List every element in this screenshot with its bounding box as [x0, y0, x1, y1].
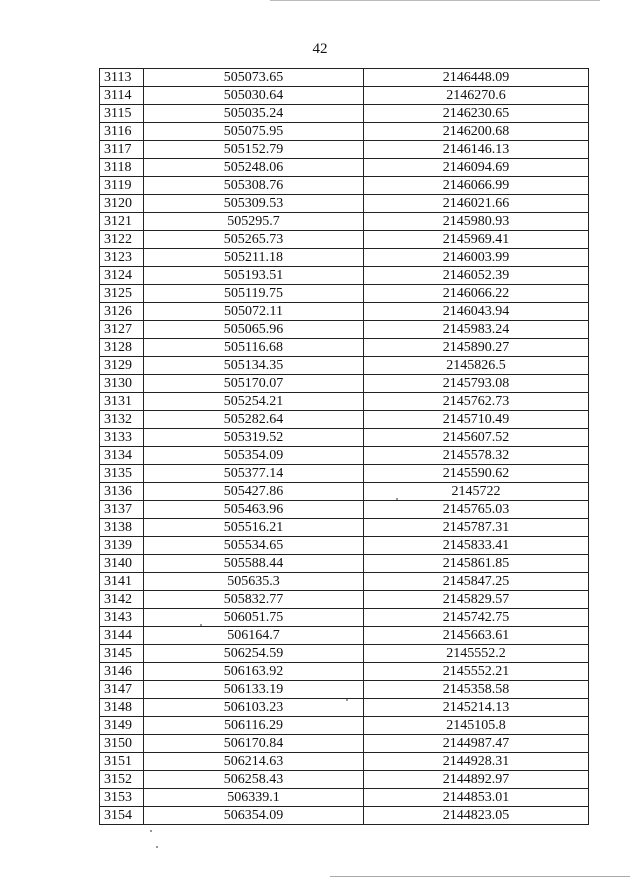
- y-coordinate-cell: 2144823.05: [364, 807, 589, 825]
- point-number-cell: 3152: [100, 771, 144, 789]
- y-coordinate-cell: 2144892.97: [364, 771, 589, 789]
- table-row: [100, 159, 589, 177]
- y-coordinate-cell: 2145762.73: [364, 393, 589, 411]
- y-coordinate-cell: 2145793.08: [364, 375, 589, 393]
- x-coordinate-cell: 505119.75: [144, 285, 364, 303]
- x-coordinate-cell: 506103.23: [144, 699, 364, 717]
- point-number-cell: 3140: [100, 555, 144, 573]
- point-number-cell: 3126: [100, 303, 144, 321]
- point-number-cell: 3129: [100, 357, 144, 375]
- y-coordinate-cell: 2145105.8: [364, 717, 589, 735]
- x-coordinate-cell: 505635.3: [144, 573, 364, 591]
- x-coordinate-cell: 505170.07: [144, 375, 364, 393]
- x-coordinate-cell: 505354.09: [144, 447, 364, 465]
- y-coordinate-cell: 2145552.2: [364, 645, 589, 663]
- x-coordinate-cell: 505211.18: [144, 249, 364, 267]
- table-row: [100, 357, 589, 375]
- table-row: [100, 339, 589, 357]
- y-coordinate-cell: 2146094.69: [364, 159, 589, 177]
- point-number-cell: 3139: [100, 537, 144, 555]
- table-row: [100, 627, 589, 645]
- point-number-cell: 3133: [100, 429, 144, 447]
- table-row: [100, 213, 589, 231]
- point-number-cell: 3119: [100, 177, 144, 195]
- x-coordinate-cell: 505309.53: [144, 195, 364, 213]
- scan-speck: [200, 624, 202, 626]
- table-row: [100, 429, 589, 447]
- point-number-cell: 3120: [100, 195, 144, 213]
- y-coordinate-cell: 2145742.75: [364, 609, 589, 627]
- scan-speck: [150, 830, 152, 832]
- x-coordinate-cell: 505295.7: [144, 213, 364, 231]
- y-coordinate-cell: 2145980.93: [364, 213, 589, 231]
- x-coordinate-cell: 505073.65: [144, 69, 364, 87]
- x-coordinate-cell: 505116.68: [144, 339, 364, 357]
- x-coordinate-cell: 505588.44: [144, 555, 364, 573]
- table-row: [100, 789, 589, 807]
- point-number-cell: 3117: [100, 141, 144, 159]
- y-coordinate-cell: 2145722: [364, 483, 589, 501]
- table-row: [100, 447, 589, 465]
- table-row: [100, 663, 589, 681]
- y-coordinate-cell: 2145983.24: [364, 321, 589, 339]
- point-number-cell: 3145: [100, 645, 144, 663]
- table-row: [100, 249, 589, 267]
- y-coordinate-cell: 2145847.25: [364, 573, 589, 591]
- x-coordinate-cell: 505282.64: [144, 411, 364, 429]
- point-number-cell: 3141: [100, 573, 144, 591]
- point-number-cell: 3116: [100, 123, 144, 141]
- x-coordinate-cell: 506170.84: [144, 735, 364, 753]
- point-number-cell: 3124: [100, 267, 144, 285]
- x-coordinate-cell: 505377.14: [144, 465, 364, 483]
- table-row: [100, 681, 589, 699]
- table-row: [100, 717, 589, 735]
- x-coordinate-cell: 505030.64: [144, 87, 364, 105]
- y-coordinate-cell: 2146052.39: [364, 267, 589, 285]
- point-number-cell: 3144: [100, 627, 144, 645]
- y-coordinate-cell: 2144987.47: [364, 735, 589, 753]
- table-row: [100, 375, 589, 393]
- coordinates-table-body: [100, 69, 589, 825]
- x-coordinate-cell: 506133.19: [144, 681, 364, 699]
- x-coordinate-cell: 505065.96: [144, 321, 364, 339]
- y-coordinate-cell: 2145765.03: [364, 501, 589, 519]
- x-coordinate-cell: 505463.96: [144, 501, 364, 519]
- point-number-cell: 3115: [100, 105, 144, 123]
- y-coordinate-cell: 2145969.41: [364, 231, 589, 249]
- table-row: [100, 735, 589, 753]
- x-coordinate-cell: 505152.79: [144, 141, 364, 159]
- x-coordinate-cell: 505427.86: [144, 483, 364, 501]
- x-coordinate-cell: 505308.76: [144, 177, 364, 195]
- point-number-cell: 3136: [100, 483, 144, 501]
- x-coordinate-cell: 506254.59: [144, 645, 364, 663]
- point-number-cell: 3151: [100, 753, 144, 771]
- point-number-cell: 3134: [100, 447, 144, 465]
- table-row: [100, 123, 589, 141]
- point-number-cell: 3153: [100, 789, 144, 807]
- x-coordinate-cell: 505035.24: [144, 105, 364, 123]
- x-coordinate-cell: 506116.29: [144, 717, 364, 735]
- x-coordinate-cell: 505265.73: [144, 231, 364, 249]
- scan-speck: [346, 699, 348, 701]
- table-row: [100, 573, 589, 591]
- table-row: [100, 177, 589, 195]
- point-number-cell: 3121: [100, 213, 144, 231]
- table-row: [100, 393, 589, 411]
- table-row: [100, 807, 589, 825]
- y-coordinate-cell: 2146270.6: [364, 87, 589, 105]
- point-number-cell: 3130: [100, 375, 144, 393]
- y-coordinate-cell: 2146448.09: [364, 69, 589, 87]
- point-number-cell: 3122: [100, 231, 144, 249]
- point-number-cell: 3150: [100, 735, 144, 753]
- point-number-cell: 3125: [100, 285, 144, 303]
- y-coordinate-cell: 2145861.85: [364, 555, 589, 573]
- y-coordinate-cell: 2146200.68: [364, 123, 589, 141]
- x-coordinate-cell: 505193.51: [144, 267, 364, 285]
- point-number-cell: 3135: [100, 465, 144, 483]
- table-row: [100, 501, 589, 519]
- y-coordinate-cell: 2144853.01: [364, 789, 589, 807]
- x-coordinate-cell: 505832.77: [144, 591, 364, 609]
- x-coordinate-cell: 505072.11: [144, 303, 364, 321]
- point-number-cell: 3143: [100, 609, 144, 627]
- table-row: [100, 645, 589, 663]
- table-row: [100, 609, 589, 627]
- y-coordinate-cell: 2145829.57: [364, 591, 589, 609]
- y-coordinate-cell: 2145826.5: [364, 357, 589, 375]
- point-number-cell: 3154: [100, 807, 144, 825]
- scan-edge-line-bottom: [330, 876, 630, 877]
- x-coordinate-cell: 505516.21: [144, 519, 364, 537]
- y-coordinate-cell: 2145710.49: [364, 411, 589, 429]
- y-coordinate-cell: 2145663.61: [364, 627, 589, 645]
- scan-edge-line-top: [270, 0, 600, 1]
- point-number-cell: 3113: [100, 69, 144, 87]
- x-coordinate-cell: 506164.7: [144, 627, 364, 645]
- table-row: [100, 771, 589, 789]
- y-coordinate-cell: 2145214.13: [364, 699, 589, 717]
- y-coordinate-cell: 2146230.65: [364, 105, 589, 123]
- y-coordinate-cell: 2145590.62: [364, 465, 589, 483]
- table-row: [100, 537, 589, 555]
- table-row: [100, 195, 589, 213]
- table-row: [100, 411, 589, 429]
- point-number-cell: 3142: [100, 591, 144, 609]
- scan-speck: [156, 846, 158, 848]
- y-coordinate-cell: 2144928.31: [364, 753, 589, 771]
- y-coordinate-cell: 2146066.22: [364, 285, 589, 303]
- x-coordinate-cell: 505319.52: [144, 429, 364, 447]
- y-coordinate-cell: 2145890.27: [364, 339, 589, 357]
- point-number-cell: 3147: [100, 681, 144, 699]
- point-number-cell: 3149: [100, 717, 144, 735]
- x-coordinate-cell: 505134.35: [144, 357, 364, 375]
- y-coordinate-cell: 2145787.31: [364, 519, 589, 537]
- table-row: [100, 303, 589, 321]
- coordinates-table: [99, 68, 589, 825]
- x-coordinate-cell: 505254.21: [144, 393, 364, 411]
- point-number-cell: 3114: [100, 87, 144, 105]
- x-coordinate-cell: 506051.75: [144, 609, 364, 627]
- x-coordinate-cell: 506354.09: [144, 807, 364, 825]
- point-number-cell: 3123: [100, 249, 144, 267]
- y-coordinate-cell: 2145833.41: [364, 537, 589, 555]
- y-coordinate-cell: 2145578.32: [364, 447, 589, 465]
- point-number-cell: 3127: [100, 321, 144, 339]
- table-row: [100, 231, 589, 249]
- y-coordinate-cell: 2145552.21: [364, 663, 589, 681]
- point-number-cell: 3138: [100, 519, 144, 537]
- x-coordinate-cell: 506339.1: [144, 789, 364, 807]
- point-number-cell: 3118: [100, 159, 144, 177]
- table-row: [100, 555, 589, 573]
- table-row: [100, 321, 589, 339]
- point-number-cell: 3132: [100, 411, 144, 429]
- point-number-cell: 3146: [100, 663, 144, 681]
- table-row: [100, 519, 589, 537]
- table-row: [100, 465, 589, 483]
- y-coordinate-cell: 2146043.94: [364, 303, 589, 321]
- y-coordinate-cell: 2145607.52: [364, 429, 589, 447]
- table-row: [100, 267, 589, 285]
- y-coordinate-cell: 2146021.66: [364, 195, 589, 213]
- point-number-cell: 3137: [100, 501, 144, 519]
- point-number-cell: 3131: [100, 393, 144, 411]
- x-coordinate-cell: 506163.92: [144, 663, 364, 681]
- table-row: [100, 69, 589, 87]
- page-number: 42: [312, 41, 328, 57]
- x-coordinate-cell: 505075.95: [144, 123, 364, 141]
- x-coordinate-cell: 505534.65: [144, 537, 364, 555]
- scan-speck: [396, 498, 398, 500]
- table-row: [100, 753, 589, 771]
- y-coordinate-cell: 2146066.99: [364, 177, 589, 195]
- y-coordinate-cell: 2146003.99: [364, 249, 589, 267]
- table-row: [100, 285, 589, 303]
- table-row: [100, 483, 589, 501]
- point-number-cell: 3128: [100, 339, 144, 357]
- table-row: [100, 87, 589, 105]
- x-coordinate-cell: 505248.06: [144, 159, 364, 177]
- y-coordinate-cell: 2146146.13: [364, 141, 589, 159]
- point-number-cell: 3148: [100, 699, 144, 717]
- table-row: [100, 141, 589, 159]
- x-coordinate-cell: 506214.63: [144, 753, 364, 771]
- table-row: [100, 591, 589, 609]
- table-row: [100, 105, 589, 123]
- x-coordinate-cell: 506258.43: [144, 771, 364, 789]
- y-coordinate-cell: 2145358.58: [364, 681, 589, 699]
- table-row: [100, 699, 589, 717]
